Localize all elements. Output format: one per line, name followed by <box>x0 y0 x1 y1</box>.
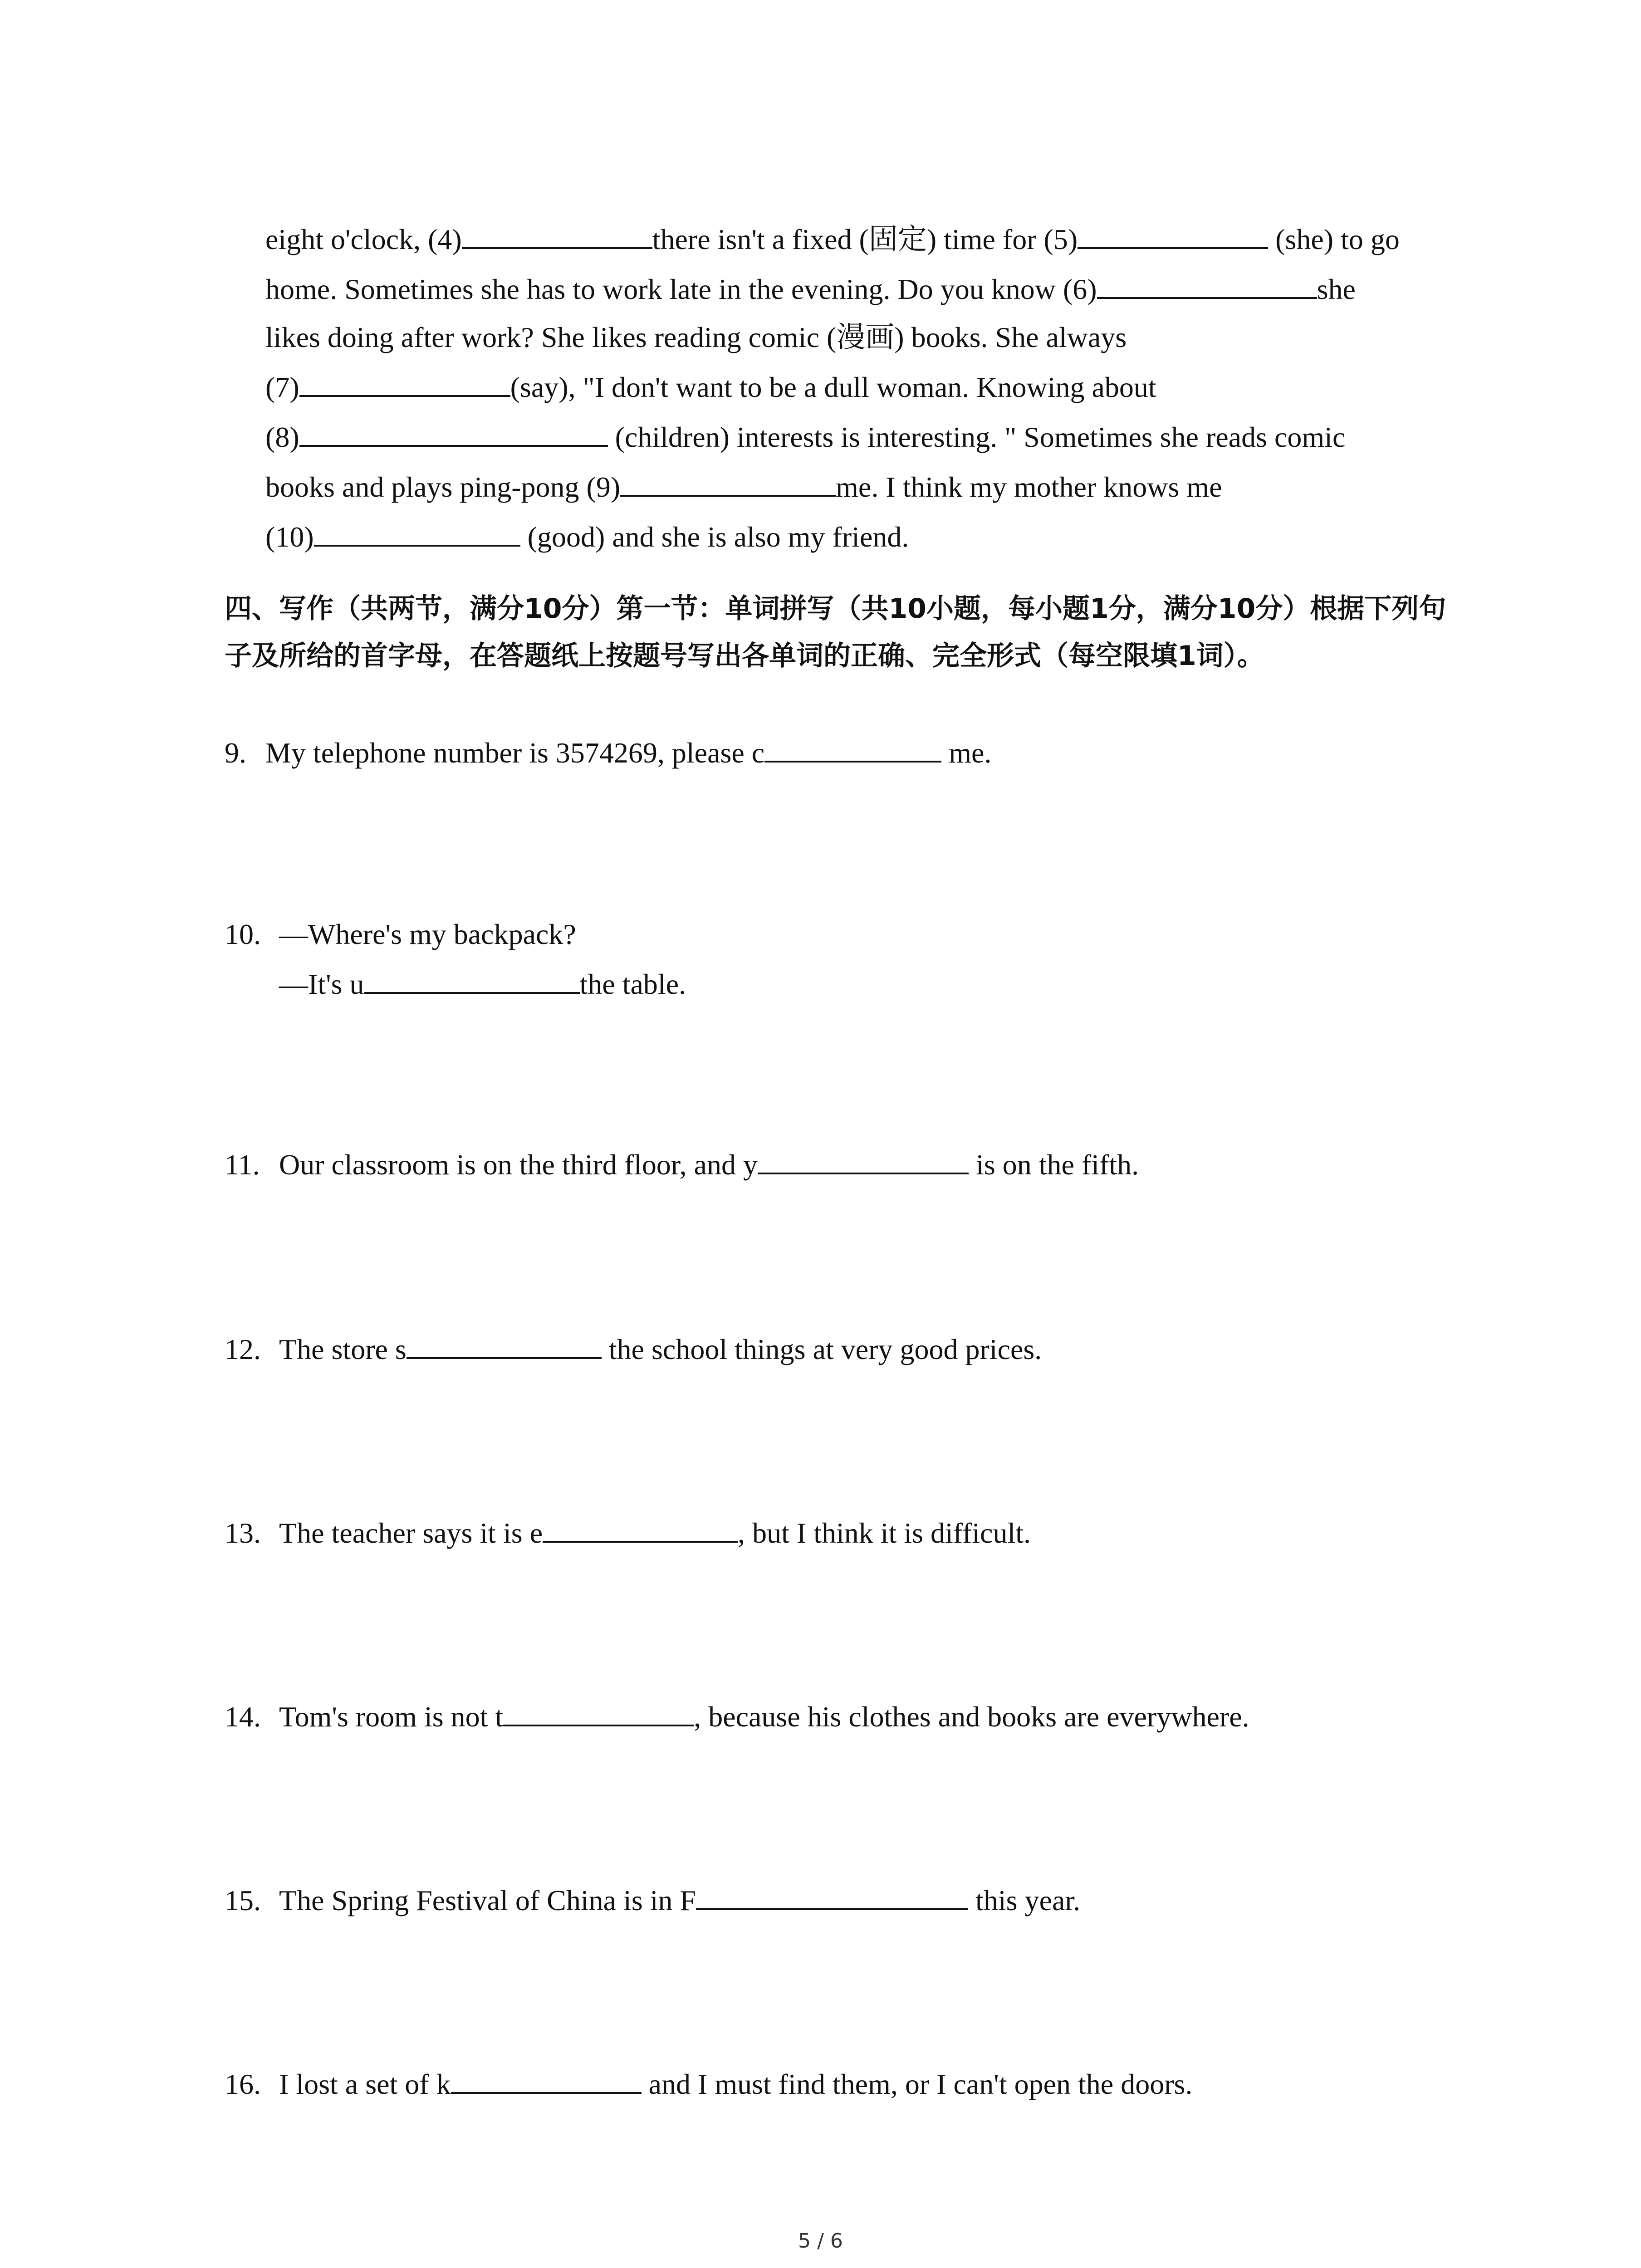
passage-line-5 <box>265 419 1345 455</box>
question-text: , because his clothes and books are everywhere. <box>694 1701 1249 1733</box>
question-9 <box>225 735 991 771</box>
passage-line-1 <box>265 221 1400 258</box>
answer-blank-4[interactable] <box>462 222 652 249</box>
question-text: and I must find them, or I can't open the doors. <box>641 2068 1193 2100</box>
page-number: 5 / 6 <box>798 2229 843 2253</box>
question-11 <box>225 1147 1139 1183</box>
question-number: 11. <box>225 1149 260 1181</box>
passage-text: (say), "I don't want to be a dull woman. Knowing about <box>510 371 1156 403</box>
passage-line-4 <box>265 369 1156 406</box>
question-12 <box>225 1331 1042 1368</box>
passage-text: likes doing after work? She likes reading comic (漫画) books. She always <box>265 321 1127 353</box>
question-10-answer-line <box>279 966 686 1002</box>
passage-text: me. I think my mother knows me <box>836 471 1222 503</box>
question-text: The store s <box>279 1333 407 1365</box>
passage-text: eight o'clock, (4) <box>265 223 462 255</box>
question-text: —Where's my backpack? <box>279 918 576 950</box>
question-text: , but I think it is difficult. <box>738 1517 1031 1549</box>
question-text: this year. <box>968 1884 1081 1916</box>
question-text: —It's u <box>279 968 364 1000</box>
passage-text: books and plays ping-pong (9) <box>265 471 621 503</box>
question-text: The Spring Festival of China is in F <box>279 1884 696 1916</box>
passage-text: (good) and she is also my friend. <box>520 521 909 553</box>
question-number: 12. <box>225 1333 261 1365</box>
question-14 <box>225 1699 1249 1735</box>
answer-blank-9[interactable] <box>620 469 836 497</box>
passage-line-6 <box>265 469 1222 505</box>
question-text: Tom's room is not t <box>279 1701 504 1733</box>
answer-blank-q15[interactable] <box>696 1883 968 1910</box>
question-number: 14. <box>225 1701 261 1733</box>
question-text: the school things at very good prices. <box>601 1333 1042 1365</box>
passage-line-2 <box>265 271 1356 308</box>
passage-text: (10) <box>265 521 314 553</box>
answer-blank-q11[interactable] <box>758 1147 969 1174</box>
question-text: My telephone number is 3574269, please c <box>265 737 765 769</box>
question-13 <box>225 1515 1031 1551</box>
question-number: 15. <box>225 1884 261 1916</box>
question-number: 13. <box>225 1517 261 1549</box>
passage-text: (7) <box>265 371 299 403</box>
question-text: I lost a set of k <box>279 2068 451 2100</box>
answer-blank-8[interactable] <box>299 420 608 447</box>
answer-blank-7[interactable] <box>299 370 510 397</box>
passage-text: (8) <box>265 421 299 453</box>
passage-text: (she) to go <box>1268 223 1400 255</box>
question-number: 16. <box>225 2068 261 2100</box>
answer-blank-q14[interactable] <box>503 1699 694 1726</box>
question-text: is on the fifth. <box>969 1149 1139 1181</box>
answer-blank-q12[interactable] <box>407 1332 602 1359</box>
answer-blank-6[interactable] <box>1097 272 1317 299</box>
section-heading: 四、写作（共两节，满分10分）第一节：单词拼写（共10小题，每小题1分，满分10分）根据下列句子及所给的首字母，在答题纸上按题号写出各单词的正确、完全形式（每空限填1词）。 <box>225 593 1446 672</box>
passage-text: there isn't a fixed (固定) time for (5) <box>652 223 1078 255</box>
passage-text: she <box>1317 273 1356 305</box>
question-15 <box>225 1882 1080 1919</box>
answer-blank-10[interactable] <box>314 519 520 547</box>
passage-text: home. Sometimes she has to work late in the evening. Do you know (6) <box>265 273 1097 305</box>
answer-blank-q13[interactable] <box>543 1515 738 1543</box>
question-10 <box>225 916 576 953</box>
answer-blank-q9[interactable] <box>764 735 941 763</box>
question-text: the table. <box>579 968 686 1000</box>
passage-text: (children) interests is interesting. " Sometimes she reads comic <box>607 421 1346 453</box>
question-number: 10. <box>225 918 261 950</box>
answer-blank-5[interactable] <box>1078 222 1268 249</box>
question-number: 9. <box>225 737 246 769</box>
passage-line-3 <box>265 319 1127 356</box>
answer-blank-q10[interactable] <box>364 967 580 994</box>
question-text: me. <box>941 737 992 769</box>
question-text: Our classroom is on the third floor, and y <box>279 1149 758 1181</box>
passage-line-7 <box>265 519 909 555</box>
question-text: The teacher says it is e <box>279 1517 543 1549</box>
answer-blank-q16[interactable] <box>451 2067 642 2094</box>
question-16 <box>225 2066 1192 2102</box>
